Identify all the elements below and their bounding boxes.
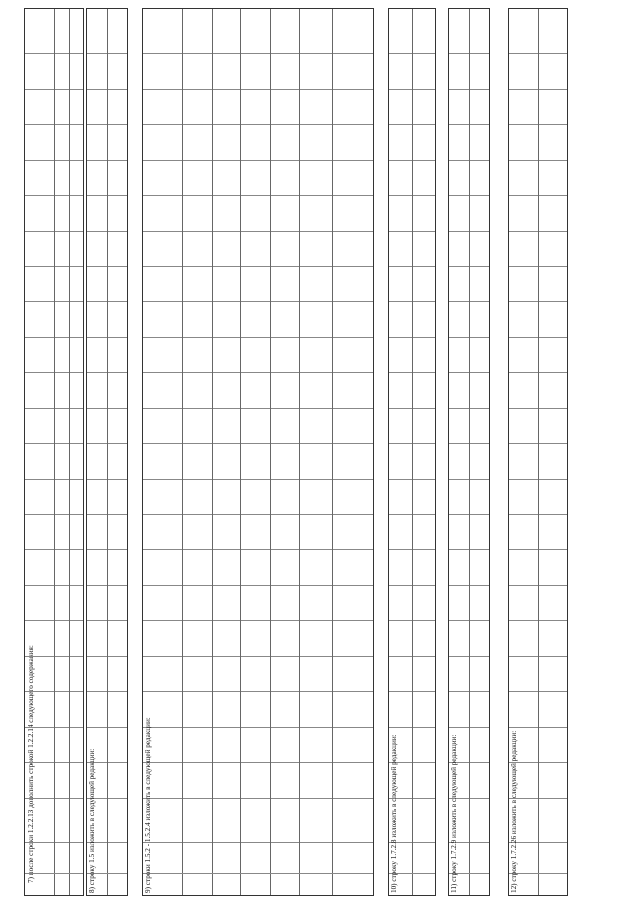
table-grid-line bbox=[143, 691, 373, 692]
table-row-divider bbox=[240, 9, 241, 895]
table-grid-line bbox=[143, 514, 373, 515]
table-grid-line bbox=[143, 195, 373, 196]
table-grid-line bbox=[143, 266, 373, 267]
table-grid-line bbox=[143, 479, 373, 480]
table-row-divider bbox=[54, 9, 55, 895]
table-row-divider bbox=[270, 9, 271, 895]
table-row-divider bbox=[69, 9, 70, 895]
table-grid-line bbox=[143, 798, 373, 799]
table-grid-line bbox=[143, 585, 373, 586]
table-grid-line bbox=[143, 727, 373, 728]
table-grid-line bbox=[143, 620, 373, 621]
table-grid-line bbox=[143, 124, 373, 125]
table-row-divider bbox=[212, 9, 213, 895]
table-row-divider bbox=[332, 9, 333, 895]
table-row-divider bbox=[412, 9, 413, 895]
table-grid-line bbox=[143, 337, 373, 338]
table-grid-line bbox=[143, 762, 373, 763]
table-grid-line bbox=[143, 443, 373, 444]
table-section-7 bbox=[24, 8, 84, 896]
section-heading: 7) после строки 1.2.2.13 дополнить строкой 1.2.2.14 следующего содержания: bbox=[27, 645, 35, 883]
table-grid-line bbox=[143, 842, 373, 843]
table-grid-line bbox=[143, 873, 373, 874]
table-row-divider bbox=[182, 9, 183, 895]
table-grid-line bbox=[143, 656, 373, 657]
table-grid-line bbox=[143, 372, 373, 373]
table-row-divider bbox=[107, 9, 108, 895]
table-row-divider bbox=[538, 9, 539, 895]
table-grid-line bbox=[143, 53, 373, 54]
table-grid-line bbox=[143, 408, 373, 409]
table-grid-line bbox=[143, 301, 373, 302]
table-grid-line bbox=[143, 549, 373, 550]
table-row-divider bbox=[299, 9, 300, 895]
table-section-9 bbox=[142, 8, 374, 896]
table-grid-line bbox=[143, 160, 373, 161]
table-grid-line bbox=[143, 231, 373, 232]
table-grid-line bbox=[25, 873, 83, 874]
table-row-divider bbox=[469, 9, 470, 895]
table-grid-line bbox=[143, 89, 373, 90]
